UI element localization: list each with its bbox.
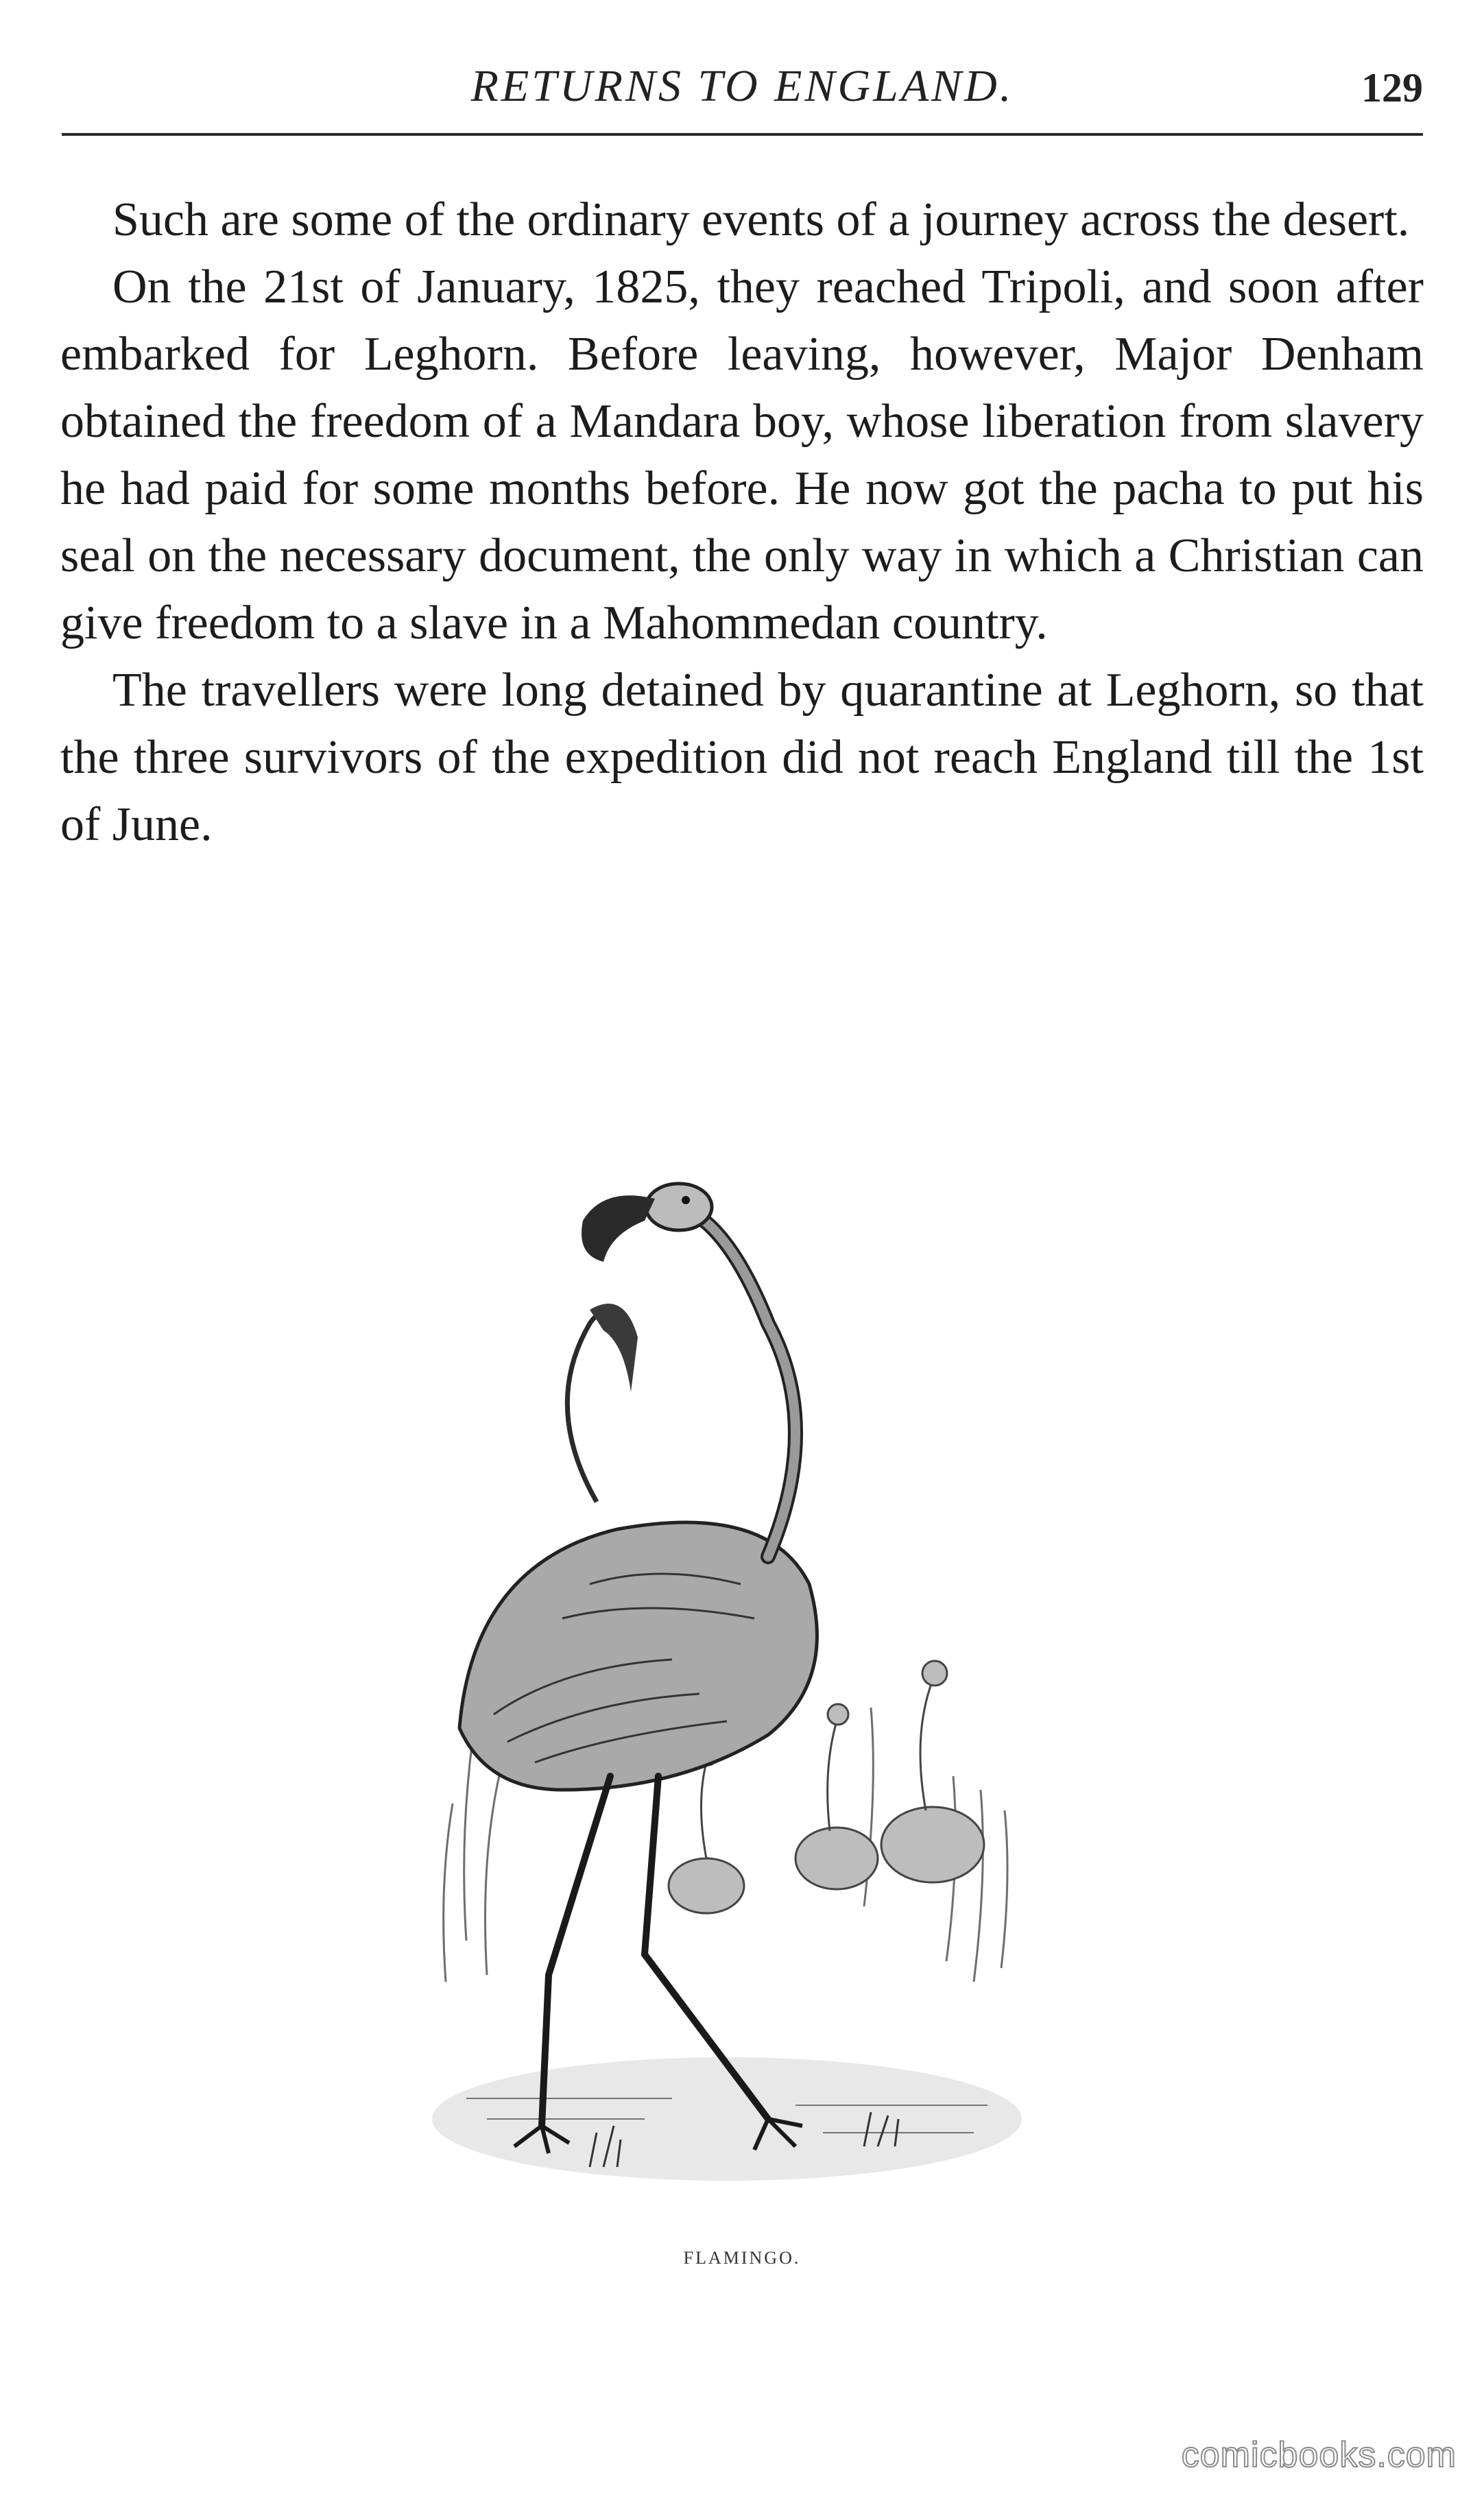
body-text bbox=[60, 187, 1424, 859]
figure-caption: FLAMINGO. bbox=[683, 2248, 801, 2268]
flamingo-illustration bbox=[384, 1118, 1070, 2242]
page-number: 129 bbox=[1361, 65, 1423, 110]
running-head: RETURNS TO ENGLAND. bbox=[470, 61, 1014, 111]
page-header bbox=[62, 56, 1423, 118]
watermark: comicbooks.com bbox=[1181, 2435, 1457, 2475]
header-rule bbox=[62, 133, 1423, 136]
paragraph-1: Such are some of the ordinary events of a journey across the desert. bbox=[112, 193, 1410, 246]
flamingo-engraving-icon bbox=[384, 1118, 1070, 2242]
paragraph-3: The travellers were long detained by quarantine at Leghorn, so that the three survivors of the expedition did not reach England till the 1st of June. bbox=[60, 664, 1424, 851]
paragraph-2: On the 21st of January, 1825, they reached Tripoli, and soon after embarked for Leghorn. Before leaving, however, Major Denham obtained the freedom of a Mandara boy, whose liberation from slavery he had paid for some months before. He now got the pacha to put his seal on the necessary document, the only way in which a Christian can give freedom to a slave in a Mahommedan country. bbox=[60, 261, 1424, 649]
